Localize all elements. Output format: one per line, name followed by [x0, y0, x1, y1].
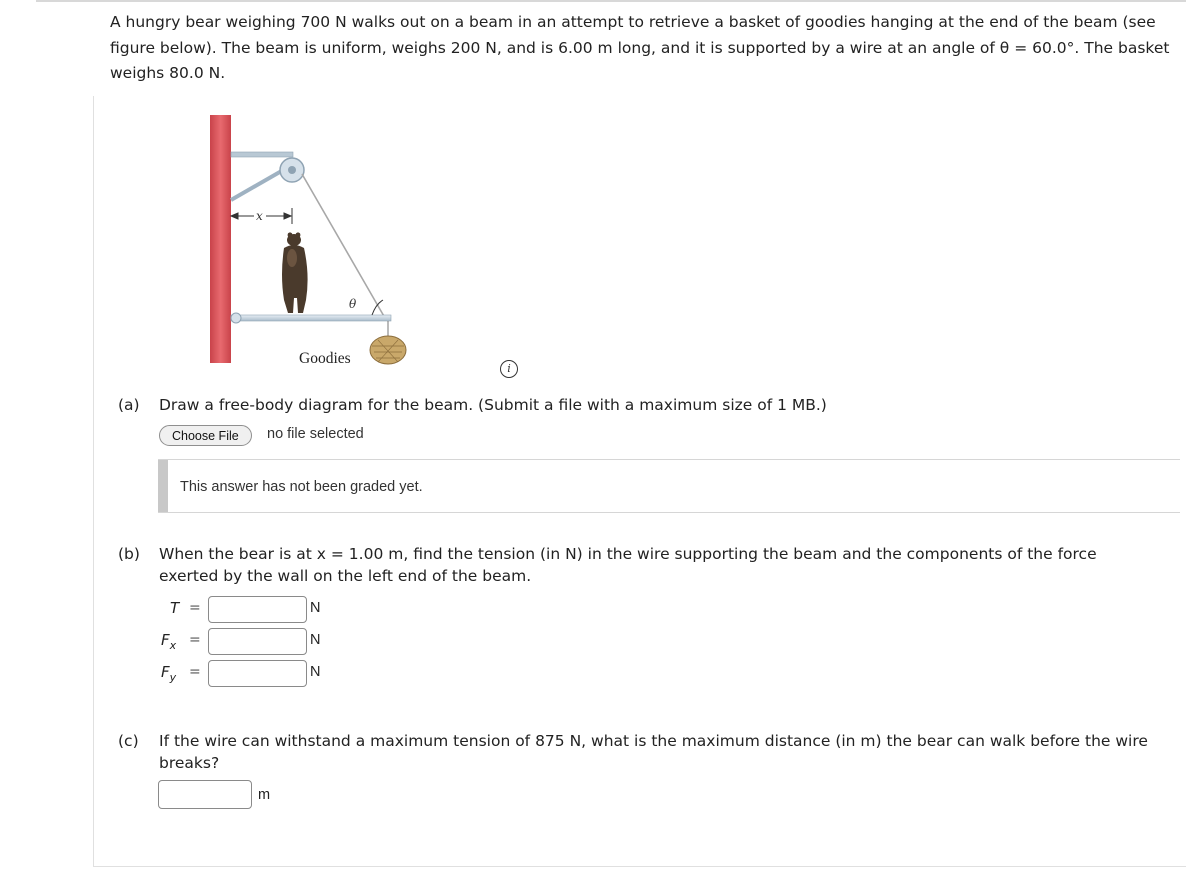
fx-input[interactable] [208, 628, 307, 655]
fx-variable [161, 631, 176, 652]
tension-input[interactable] [208, 596, 307, 623]
tension-variable [170, 599, 179, 617]
page-top-border [36, 0, 1186, 2]
part-c-text: If the wire can withstand a maximum tension of 875 N, what is the maximum distance (in m) the bear can walk before the wire breaks? [159, 732, 1148, 772]
support-wire [302, 174, 385, 318]
tension-equals: = [189, 600, 201, 616]
question-frame-bottom-border [93, 866, 1186, 867]
goodies-basket [370, 336, 406, 364]
beam [231, 315, 391, 321]
fy-equals: = [189, 664, 201, 680]
fx-subscript: x [169, 639, 177, 652]
theta-label: θ [349, 297, 357, 311]
bear-beam-figure [200, 110, 440, 370]
question-frame-left-border [93, 96, 94, 866]
fx-unit: N [310, 632, 321, 648]
max-distance-input[interactable] [158, 780, 252, 809]
hinge [231, 313, 241, 323]
choose-file-button[interactable]: Choose File [159, 425, 252, 446]
goodies-label: Goodies [299, 350, 351, 367]
part-c-label: (c) [118, 732, 139, 750]
graded-status-box [158, 459, 1180, 513]
fy-subscript: y [169, 671, 177, 684]
part-b-label: (b) [118, 545, 140, 563]
tension-unit: N [310, 600, 321, 616]
info-icon[interactable]: i [500, 360, 518, 378]
bear [282, 232, 308, 313]
tension-var-symbol: T [170, 599, 180, 617]
fy-unit: N [310, 664, 321, 680]
problem-statement: A hungry bear weighing 700 N walks out on a beam in an attempt to retrieve a basket of goodies hanging at the end of the beam (see figure below). The beam is uniform, weighs 200 N, and is 6.00 m long, and it is supported by a wire at an angle of θ = 60.0°. The basket weighs 80.0 N. [110, 13, 1170, 82]
x-label: x [256, 209, 263, 223]
top-bracket [231, 152, 293, 157]
part-b-text: When the bear is at x = 1.00 m, find the tension (in N) in the wire supporting the beam and the components of the force exerted by the wall on the left end of the beam. [159, 545, 1097, 585]
part-a-label: (a) [118, 396, 140, 414]
fy-variable [161, 663, 176, 684]
file-status: no file selected [267, 426, 364, 442]
wall [210, 115, 231, 363]
fy-input[interactable] [208, 660, 307, 687]
graded-status-bar [158, 460, 168, 512]
part-a-text: Draw a free-body diagram for the beam. (Submit a file with a maximum size of 1 MB.) [159, 396, 827, 414]
fx-equals: = [189, 632, 201, 648]
fx-var-symbol: F [161, 631, 170, 649]
max-distance-unit: m [258, 787, 271, 803]
fy-var-symbol: F [161, 663, 170, 681]
graded-status-text: This answer has not been graded yet. [180, 479, 423, 495]
